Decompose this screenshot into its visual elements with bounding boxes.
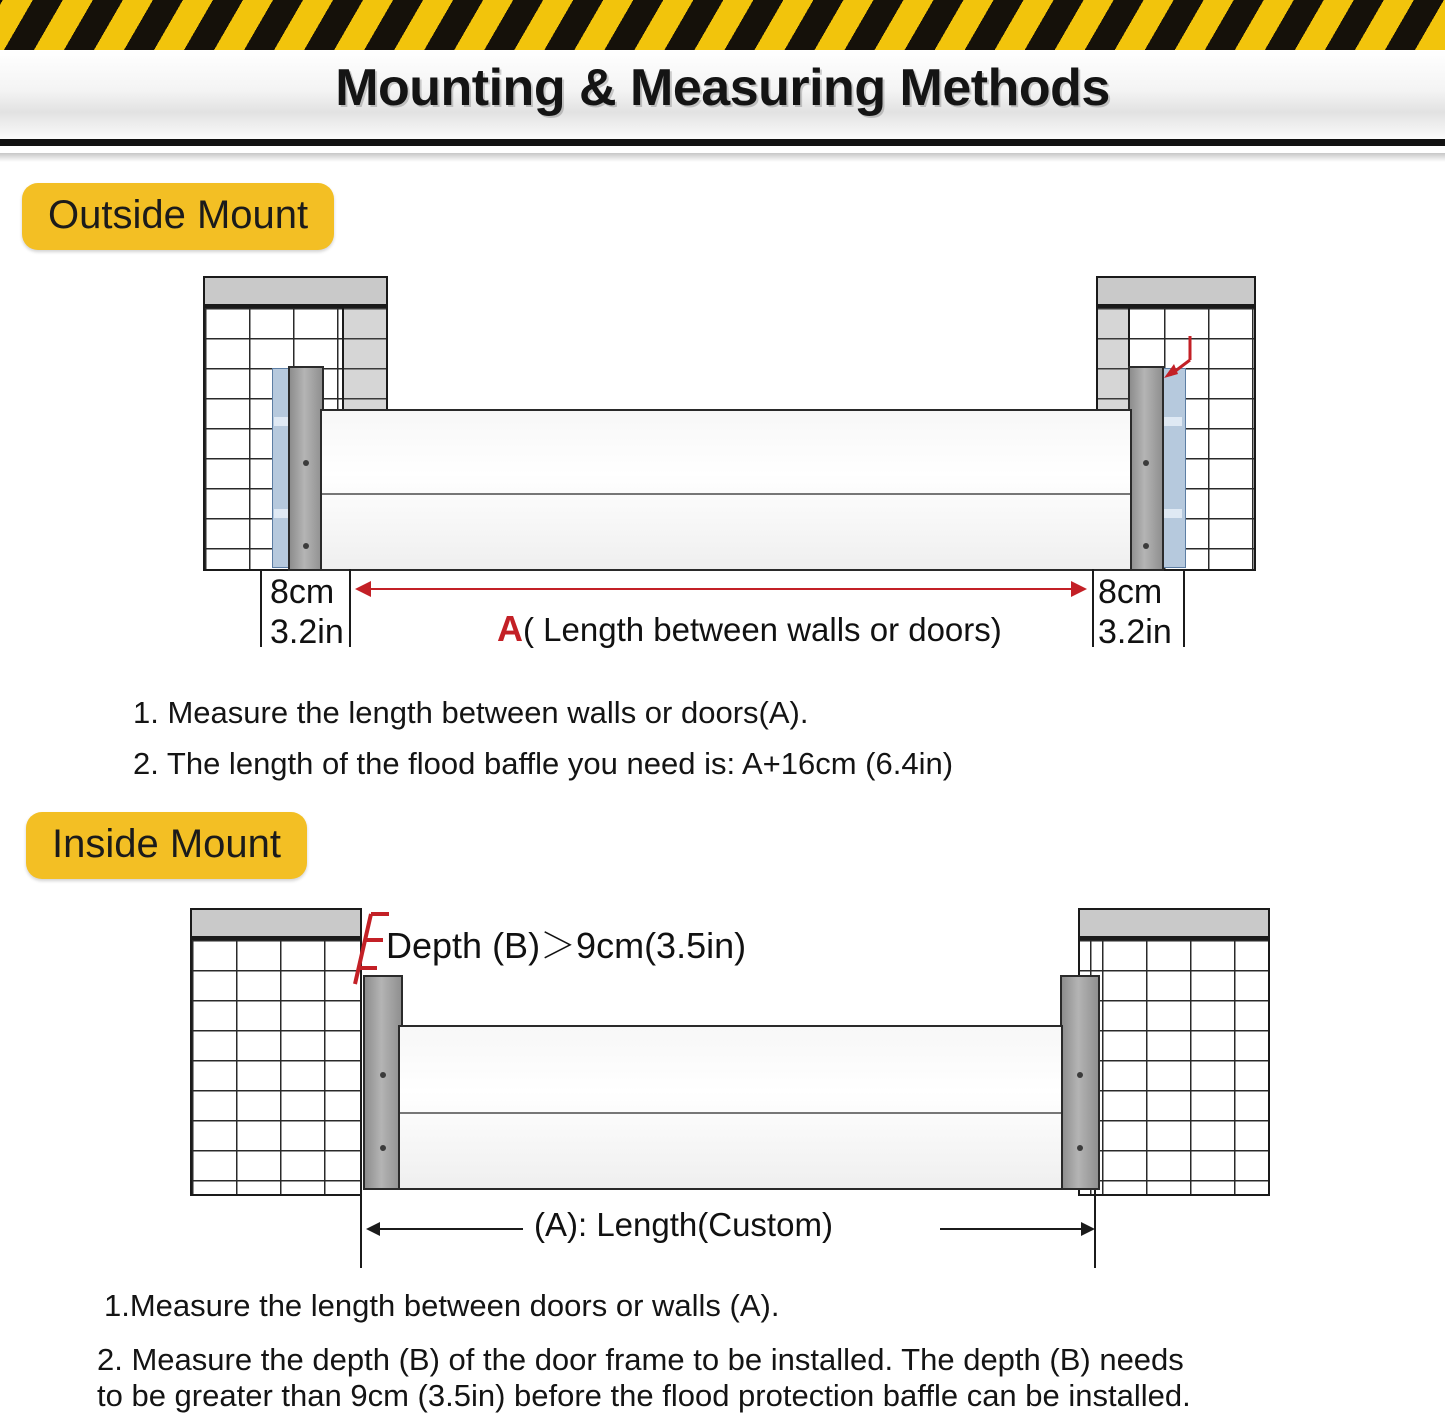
pillar-brickwork xyxy=(1078,938,1270,1196)
inside-span-arrow-right-head xyxy=(1081,1222,1095,1236)
inside-left-pillar xyxy=(190,908,362,1196)
inside-note-3: to be greater than 9cm (3.5in) before the flood protection baffle can be installed. xyxy=(97,1378,1191,1413)
bracket-hole xyxy=(303,460,309,466)
inside-left-dim-tick xyxy=(360,1190,362,1268)
bracket-hole xyxy=(303,543,309,549)
outside-right-dim-tick xyxy=(1183,569,1185,647)
outside-right-red-arrow xyxy=(1150,330,1210,385)
inside-length-caption: (A): Length(Custom) xyxy=(534,1206,833,1243)
outside-right-bracket xyxy=(1128,366,1164,571)
outside-span-caption xyxy=(497,608,1002,650)
bracket-hole xyxy=(1077,1072,1083,1078)
bracket-hole xyxy=(1143,543,1149,549)
baffle-seam xyxy=(400,1112,1061,1114)
pillar-cap xyxy=(203,276,388,306)
span-letter-a: A xyxy=(497,608,523,649)
seal-nub xyxy=(1162,417,1182,426)
outside-left-bracket xyxy=(288,366,324,571)
inside-span-line-left xyxy=(378,1228,523,1230)
outside-note-2: 2. The length of the flood baffle you need is: A+16cm (6.4in) xyxy=(133,746,954,781)
inside-span-arrow-left-head xyxy=(366,1222,380,1236)
pillar-cap xyxy=(190,908,362,938)
bracket-hole xyxy=(1143,460,1149,466)
bracket-hole xyxy=(1077,1145,1083,1151)
outside-flood-baffle-panel xyxy=(320,409,1132,571)
outside-right-overlap-in: 3.2in xyxy=(1098,613,1172,651)
outside-left-overlap-in: 3.2in xyxy=(270,613,344,651)
inside-note-2: 2. Measure the depth (B) of the door frame to be installed. The depth (B) needs xyxy=(97,1342,1184,1377)
outside-note-1: 1. Measure the length between walls or doors(A). xyxy=(133,695,809,730)
span-caption-text: ( Length between walls or doors) xyxy=(523,611,1002,648)
pillar-brickwork xyxy=(190,938,362,1196)
outside-left-overlap-cm: 8cm xyxy=(270,573,335,611)
outside-right-overlap-cm: 8cm xyxy=(1098,573,1163,611)
section-label-outside-mount: Outside Mount xyxy=(22,183,334,250)
bracket-hole xyxy=(380,1145,386,1151)
hazard-stripe-banner xyxy=(0,0,1445,50)
outside-span-arrow-left-head xyxy=(355,581,371,597)
inside-left-bracket xyxy=(363,975,403,1190)
pillar-cap xyxy=(1096,276,1256,306)
inside-right-pillar xyxy=(1078,908,1270,1196)
outside-span-arrow-right-head xyxy=(1071,581,1087,597)
bracket-hole xyxy=(380,1072,386,1078)
inside-span-line-right xyxy=(940,1228,1084,1230)
inside-right-bracket xyxy=(1060,975,1100,1190)
baffle-seam xyxy=(322,493,1130,495)
inside-flood-baffle-panel xyxy=(398,1025,1063,1190)
outside-span-arrow-line xyxy=(365,588,1077,590)
inside-depth-text: Depth (B)＞9cm(3.5in) xyxy=(386,925,747,966)
outside-inner-right-dim-tick xyxy=(1092,569,1094,647)
seal-nub xyxy=(1162,509,1182,518)
pillar-cap xyxy=(1078,908,1270,938)
page-title: Mounting & Measuring Methods xyxy=(335,59,1110,117)
inside-note-1: 1.Measure the length between doors or walls (A). xyxy=(104,1288,780,1323)
header-shadow xyxy=(0,153,1445,162)
outside-left-dim-tick xyxy=(260,569,262,647)
section-label-inside-mount: Inside Mount xyxy=(26,812,307,879)
outside-inner-left-dim-tick xyxy=(349,569,351,647)
